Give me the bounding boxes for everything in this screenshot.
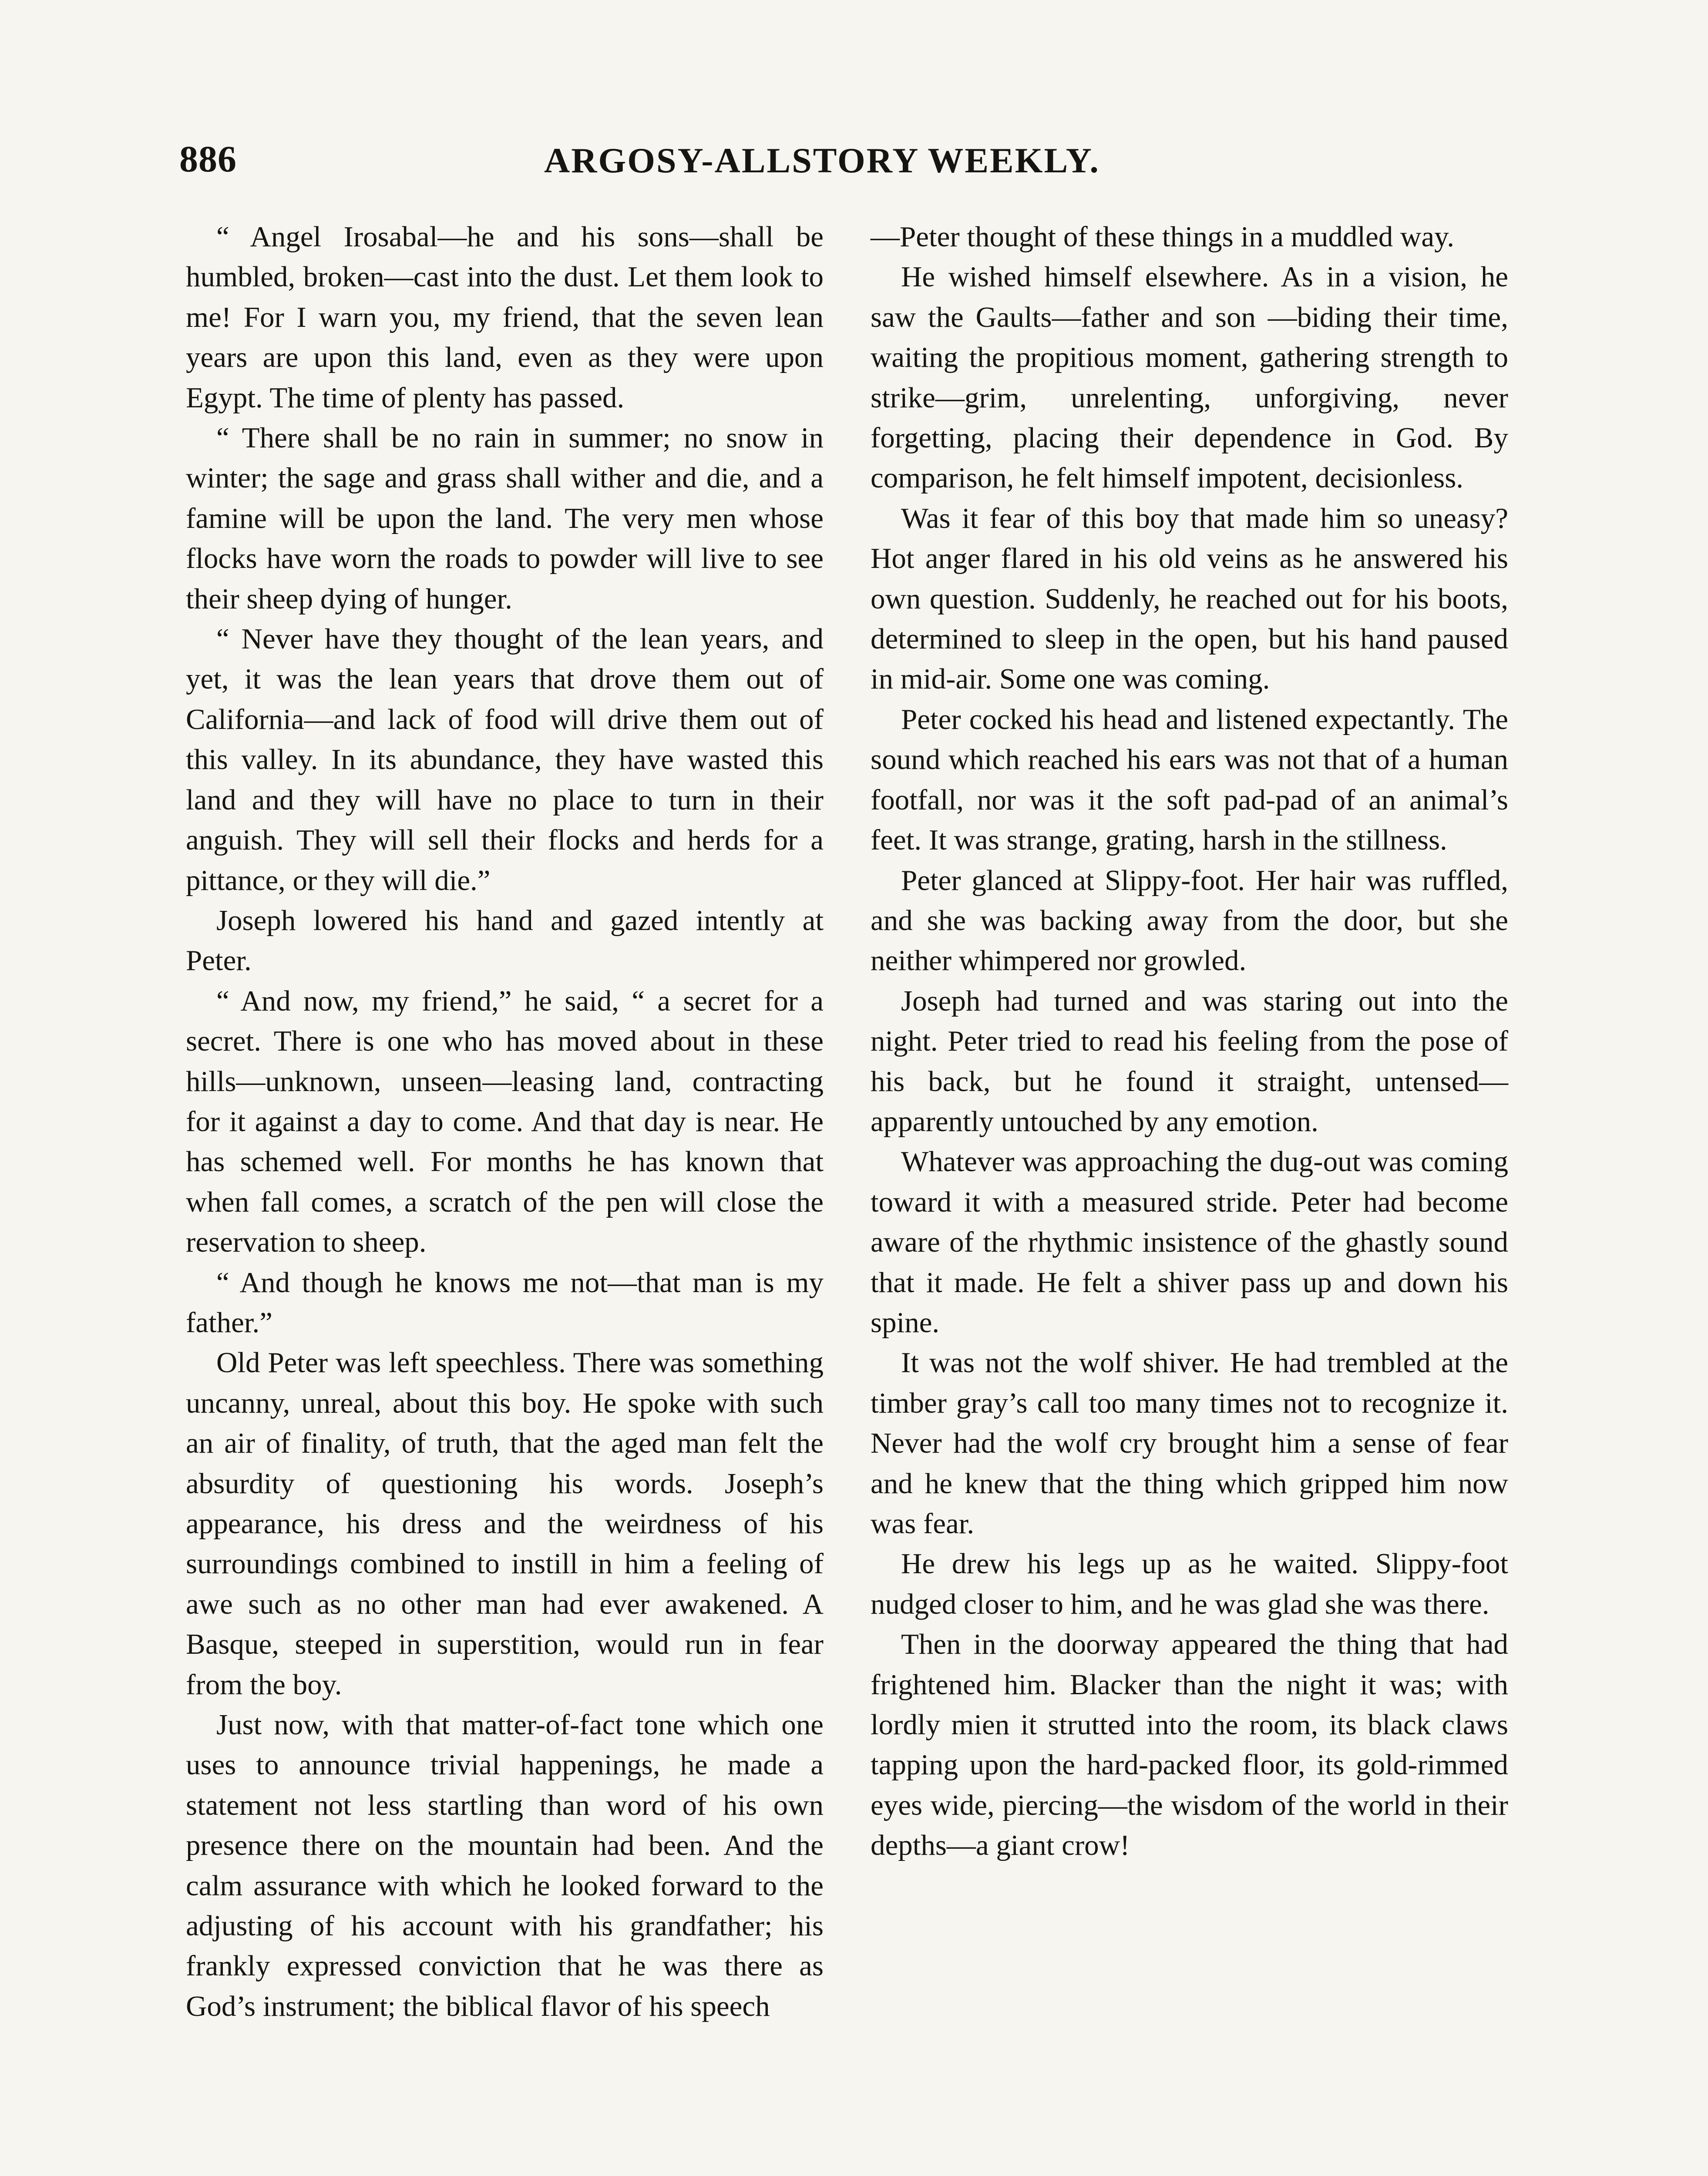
paragraph: “ There shall be no rain in summer; no snow in winter; the sage and grass shall wither and die, and a famine will be upon the land. The very men whose flocks have worn the roads to powder will live to see their sheep dying of hunger. — [186, 422, 824, 615]
paragraph: “ And now, my friend,” he said, “ a secret for a secret. There is one who has moved about in these hills—unknown, unseen—leasing land, contracting for it against a day to come. And that day is near. He has schemed well. For months he has known that when fall comes, a scratch of the pen will close the reservation to sheep. — [186, 984, 824, 1259]
paragraph: He wished himself elsewhere. As in a vision, he saw the Gaults—father and son —biding their time, waiting the propitious moment, gathering strength to strike—grim, unrelenting, unforgiving, never forgetting, placing their dependence in God. By comparison, he felt himself impotent, decisionless. — [871, 261, 1508, 494]
paragraph: “ Never have they thought of the lean years, and yet, it was the lean years that drove them out of California—and lack of food will drive them out of this valley. In its abundance, they have wasted this land and they will have no place to turn in their anguish. They will sell their flocks and herds for a pittance, or they will die.” — [186, 623, 824, 897]
paragraph: Joseph had turned and was staring out into the night. Peter tried to read his feeling from the pose of his back, but he found it straight, untensed—apparently untouched by any emotion. — [871, 984, 1508, 1138]
paragraph: Joseph lowered his hand and gazed intently at Peter. — [186, 904, 824, 977]
paragraph: Old Peter was left speechless. There was something uncanny, unreal, about this boy. He spoke with such an air of finality, of truth, that the aged man felt the absurdity of questioning his words. Joseph’s appearance, his dress and the weirdness of his surroundings combined to instill in him a feeling of awe such as no other man had ever awakened. A Basque, steeped in superstition, would run in fear from the boy. — [186, 1347, 824, 1701]
paragraph: Was it fear of this boy that made him so uneasy? Hot anger flared in his old veins as he answered his own question. Suddenly, he reached out for his boots, determined to sleep in the open, but his hand paused in mid-air. Some one was coming. — [871, 502, 1508, 695]
paragraph: Peter glanced at Slippy-foot. Her hair was ruffled, and she was backing away from the door, but she neither whimpered nor growled. — [871, 864, 1508, 977]
running-title: ARGOSY-ALLSTORY WEEKLY. — [544, 141, 1100, 180]
paragraph: “ Angel Irosabal—he and his sons—shall be humbled, broken—cast into the dust. Let them look to me! For I warn you, my friend, that the seven lean years are upon this land, even as they were upon Egypt. The time of plenty has passed. — [186, 221, 824, 414]
page-number: 886 — [179, 138, 237, 180]
paragraph: Then in the doorway appeared the thing that had frightened him. Blacker than the night it was; with lordly mien it strutted into the room, its black claws tapping upon the hard-packed floor, its gold-rimmed eyes wide, piercing—the wisdom of the world in their depths—a giant crow! — [871, 1628, 1508, 1862]
paragraph: —Peter thought of these things in a muddled way. — [871, 221, 1455, 253]
paragraph: It was not the wolf shiver. He had trembled at the timber gray’s call too many times not to recognize it. Never had the wolf cry brought him a sense of fear and he knew that the thing which gripped him now was fear. — [871, 1347, 1508, 1540]
paragraph: He drew his legs up as he waited. Slippy-foot nudged closer to him, and he was glad she was there. — [871, 1548, 1508, 1620]
right-column — [871, 217, 1508, 1866]
left-column — [186, 217, 824, 2026]
paragraph: Whatever was approaching the dug-out was coming toward it with a measured stride. Peter had become aware of the rhythmic insistence of the ghastly sound that it made. He felt a shiver pass up and down his spine. — [871, 1145, 1508, 1339]
paragraph: Just now, with that matter-of-fact tone which one uses to announce trivial happenings, he made a statement not less startling than word of his own presence there on the mountain had been. And the calm assurance with which he looked forward to the adjusting of his account with his grandfather; his frankly expressed conviction that he was there as God’s instrument; the biblical flavor of his speech — [186, 1709, 824, 2022]
paragraph: Peter cocked his head and listened expectantly. The sound which reached his ears was not that of a human footfall, nor was it the soft pad-pad of an animal’s feet. It was strange, grating, harsh in the stillness. — [871, 703, 1508, 856]
paragraph: “ And though he knows me not—that man is my father.” — [186, 1266, 824, 1339]
